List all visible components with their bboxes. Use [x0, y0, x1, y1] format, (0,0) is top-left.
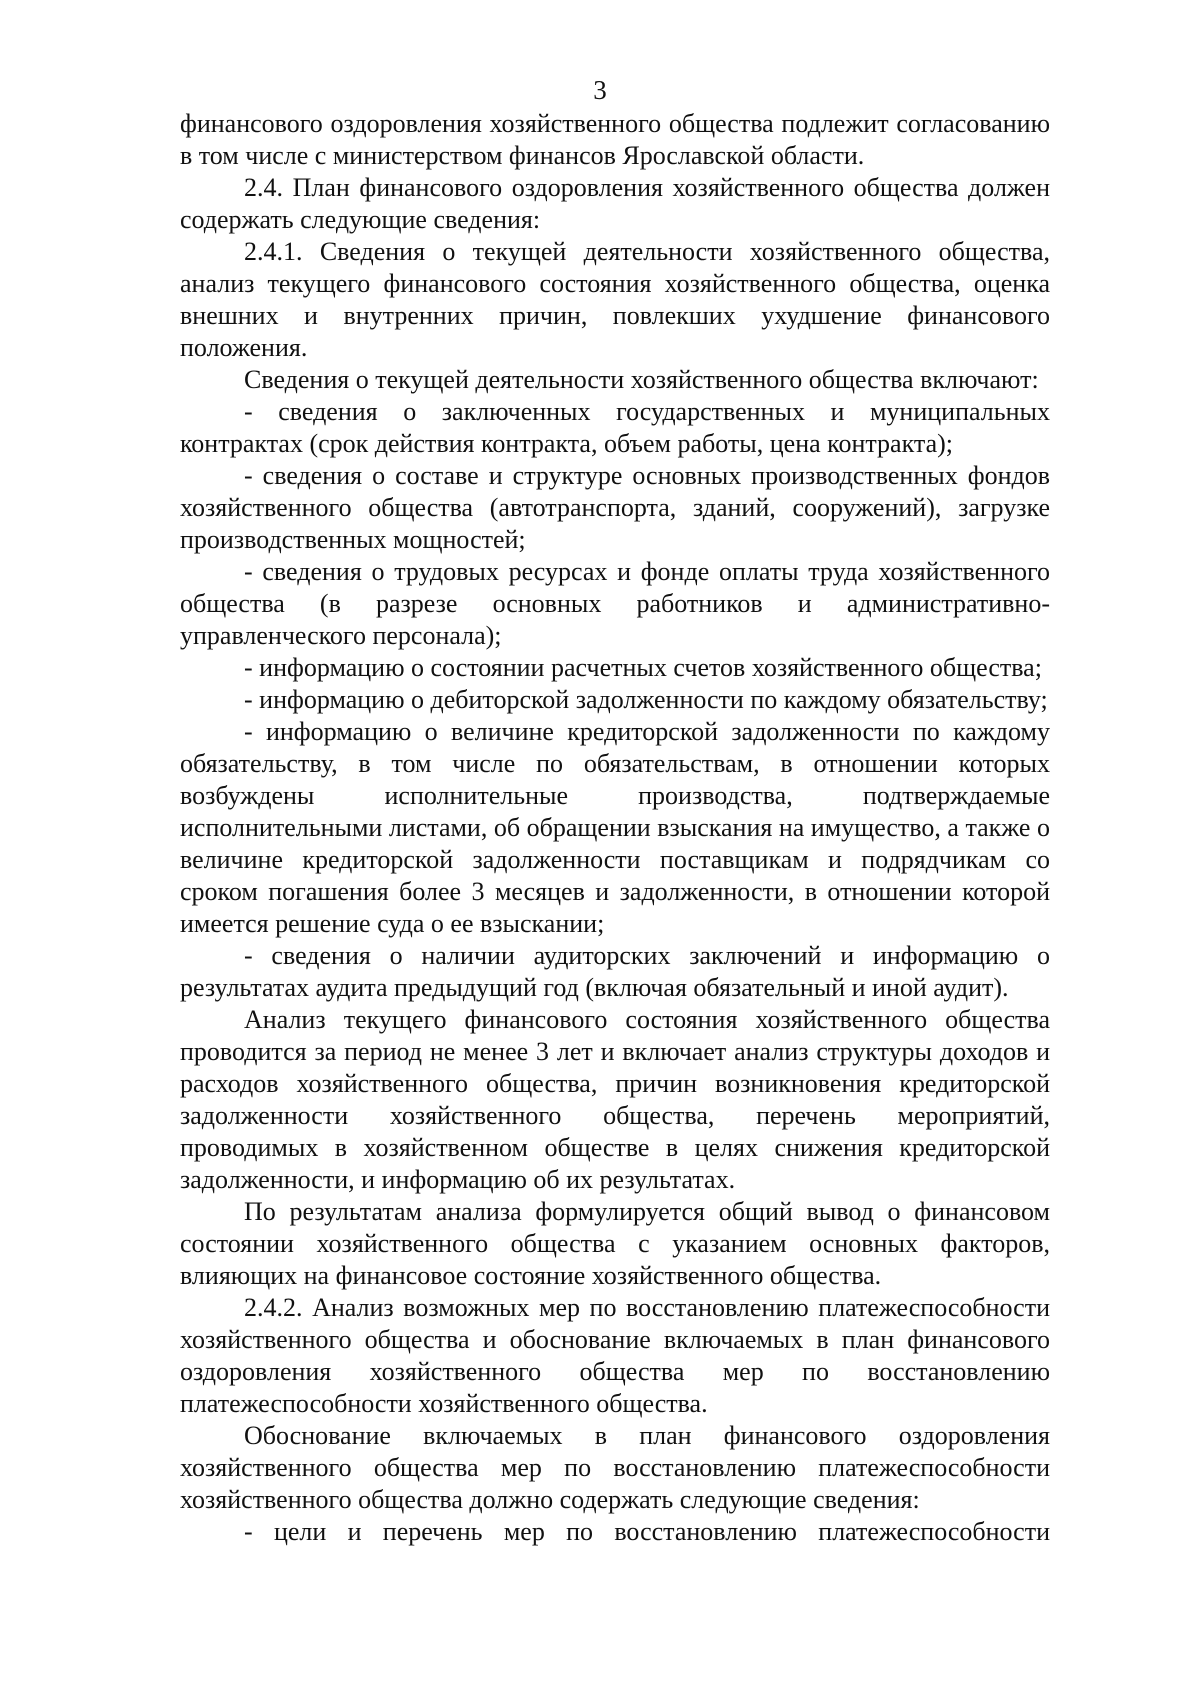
paragraph: Анализ текущего финансового состояния хозяйственного общества проводится за период не менее 3 лет и включает анализ структуры доходов и расходов хозяйственного общества, причин возникновения кредиторской задолженности хозяйственного общества, перечень мероприятий, проводимых в хозяйственном обществе в целях снижения кредиторской задолженности, и информацию об их результатах. [180, 1005, 1050, 1194]
paragraph: Обоснование включаемых в план финансового оздоровления хозяйственного общества мер по восстановлению платежеспособности хозяйственного общества должно содержать следующие сведения: [180, 1421, 1050, 1514]
paragraph: 2.4.1. Сведения о текущей деятельности хозяйственного общества, анализ текущего финансового состояния хозяйственного общества, оценка внешних и внутренних причин, повлекших ухудшение финансового положения. [180, 237, 1050, 362]
paragraph: финансового оздоровления хозяйственного общества подлежит согласованию в том числе с министерством финансов Ярославской области. [180, 109, 1050, 170]
paragraph: - сведения о наличии аудиторских заключений и информацию о результатах аудита предыдущий год (включая обязательный и иной аудит). [180, 941, 1050, 1002]
paragraph: - сведения о трудовых ресурсах и фонде оплаты труда хозяйственного общества (в разрезе основных работников и административно-управленческого персонала); [180, 557, 1050, 650]
page-number: 3 [593, 75, 607, 105]
paragraph: Сведения о текущей деятельности хозяйственного общества включают: [244, 365, 1039, 394]
paragraph: - сведения о составе и структуре основных производственных фондов хозяйственного общества (автотранспорта, зданий, сооружений), загрузке производственных мощностей; [180, 461, 1050, 554]
paragraph: - информацию о дебиторской задолженности по каждому обязательству; [244, 685, 1048, 714]
paragraph: 2.4.2. Анализ возможных мер по восстановлению платежеспособности хозяйственного общества и обоснование включаемых в план финансового оздоровления хозяйственного общества мер по восстановлению платежеспособности хозяйственного общества. [180, 1293, 1050, 1418]
document-body [180, 108, 1050, 1548]
paragraph: - информацию о состоянии расчетных счетов хозяйственного общества; [244, 653, 1042, 682]
paragraph: 2.4. План финансового оздоровления хозяйственного общества должен содержать следующие сведения: [180, 173, 1050, 234]
paragraph: По результатам анализа формулируется общий вывод о финансовом состоянии хозяйственного общества с указанием основных факторов, влияющих на финансовое состояние хозяйственного общества. [180, 1197, 1050, 1290]
paragraph: - сведения о заключенных государственных и муниципальных контрактах (срок действия контракта, объем работы, цена контракта); [180, 397, 1050, 458]
paragraph: - цели и перечень мер по восстановлению платежеспособности [244, 1517, 1050, 1546]
paragraph: - информацию о величине кредиторской задолженности по каждому обязательству, в том числе по обязательствам, в отношении которых возбуждены исполнительные производства, подтверждаемые исполнительными листами, об обращении взыскания на имущество, а также о величине кредиторской задолженности поставщикам и подрядчикам со сроком погашения более 3 месяцев и задолженности, в отношении которой имеется решение суда о ее взыскании; [180, 717, 1050, 938]
